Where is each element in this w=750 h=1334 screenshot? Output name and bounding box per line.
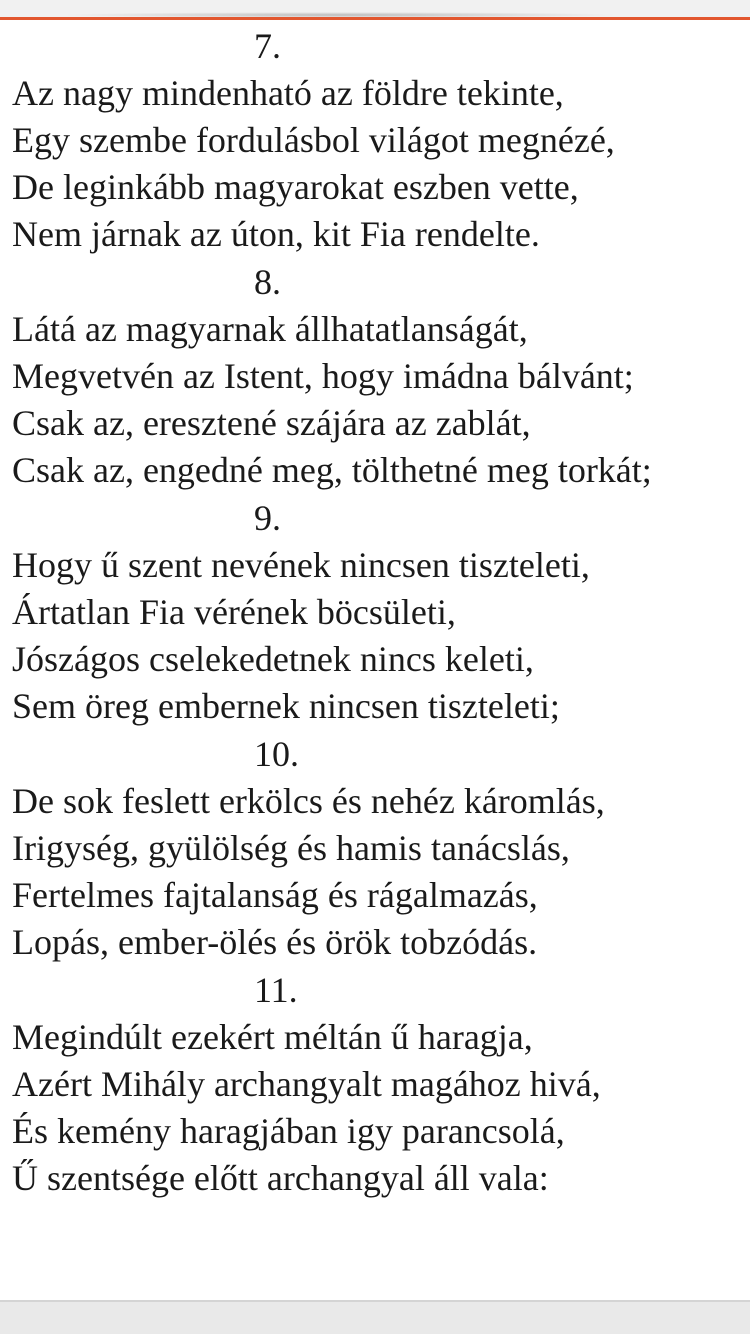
verse-line: Látá az magyarnak állhatatlanságát, xyxy=(12,309,528,349)
verse-line: Hogy ű szent nevének nincsen tiszteleti, xyxy=(12,545,590,585)
verse-line: Ű szentsége előtt archangyal áll vala: xyxy=(12,1158,549,1198)
verse-line: Csak az, engedné meg, tölthetné meg torkát; xyxy=(12,450,652,490)
verse-line: Azért Mihály archangyalt magához hivá, xyxy=(12,1064,601,1104)
stanza xyxy=(0,966,750,1202)
verse-line: Egy szembe fordulásbol világot megnézé, xyxy=(12,120,615,160)
stanza xyxy=(0,730,750,966)
verse-line: Megvetvén az Istent, hogy imádna bálvánt; xyxy=(12,356,634,396)
stanza xyxy=(0,22,750,258)
document-page[interactable] xyxy=(0,22,750,1300)
bottom-page-edge xyxy=(0,1300,750,1334)
stanza-number: 9. xyxy=(254,498,281,538)
verse-line: Az nagy mindenható az földre tekinte, xyxy=(12,73,564,113)
verse-line: Fertelmes fajtalanság és rágalmazás, xyxy=(12,875,538,915)
stanza-number: 8. xyxy=(254,262,281,302)
verse-line: Nem járnak az úton, kit Fia rendelte. xyxy=(12,214,540,254)
verse-line: Ártatlan Fia vérének böcsületi, xyxy=(12,592,456,632)
verse-line: Csak az, eresztené szájára az zablát, xyxy=(12,403,531,443)
verse-line: Irigység, gyülölség és hamis tanácslás, xyxy=(12,828,570,868)
top-accent-line xyxy=(0,17,750,20)
verse-line: De leginkább magyarokat eszben vette, xyxy=(12,167,579,207)
verse-line: De sok feslett erkölcs és nehéz káromlás, xyxy=(12,781,605,821)
stanza-number: 11. xyxy=(254,970,298,1010)
verse-line: Megindúlt ezekért méltán ű haragja, xyxy=(12,1017,533,1057)
stanza xyxy=(0,258,750,494)
verse-line: Jószágos cselekedetnek nincs keleti, xyxy=(12,639,534,679)
stanza-number: 10. xyxy=(254,734,299,774)
stanza-number: 7. xyxy=(254,26,281,66)
verse-line: Lopás, ember-ölés és örök tobzódás. xyxy=(12,922,538,962)
verse-line: Sem öreg embernek nincsen tiszteleti; xyxy=(12,686,560,726)
stanza xyxy=(0,494,750,730)
verse-line: És kemény haragjában igy parancsolá, xyxy=(12,1111,565,1151)
